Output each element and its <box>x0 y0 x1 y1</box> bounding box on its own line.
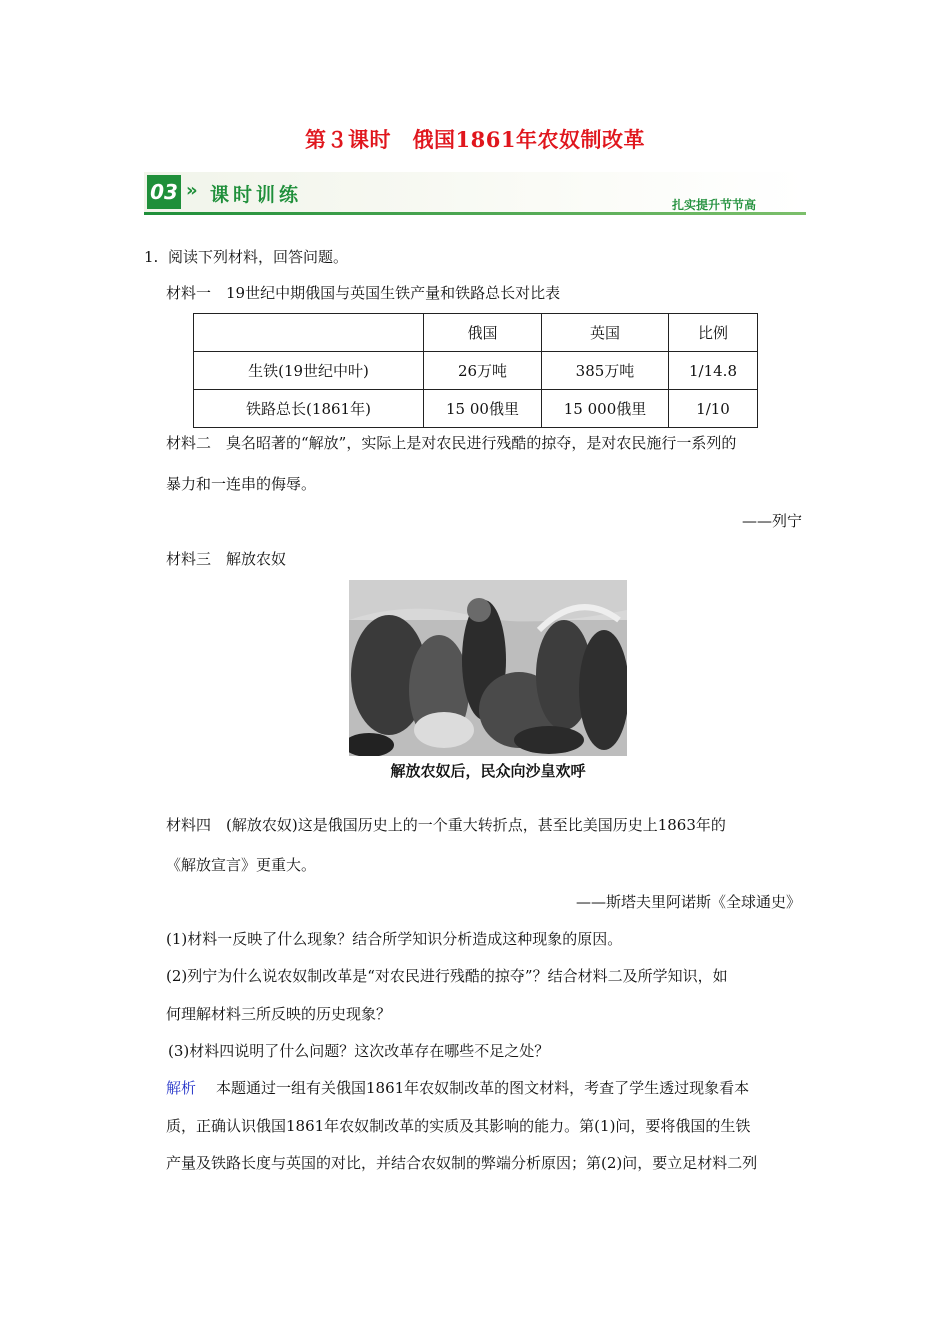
emancipation-illustration <box>349 580 627 756</box>
analysis-text: 质，正确认识俄国1861年农奴制改革的实质及其影响的能力。第(1)问，要将俄国的生铁 <box>166 1117 751 1135</box>
sub-question-2: (2)列宁为什么说农奴制改革是“对农民进行残酷的掠夺”？结合材料二及所学知识，如 <box>166 967 728 985</box>
sub-question-1: (1)材料一反映了什么现象？结合所学知识分析造成这种现象的原因。 <box>166 930 623 948</box>
table-header-row <box>194 314 758 352</box>
table-cell: 1/10 <box>669 390 758 428</box>
table-cell: 铁路总长(1861年) <box>194 390 424 428</box>
table-cell: 生铁(19世纪中叶) <box>194 352 424 390</box>
material3-caption: 材料三 解放农奴 <box>166 550 287 568</box>
table-header-cell <box>194 314 424 352</box>
material2-source: ——列宁 <box>742 512 803 530</box>
section-slogan: 扎实提升节节高 <box>671 198 756 212</box>
crowd-engraving-image <box>349 580 627 756</box>
section-number-badge: 03 <box>147 175 181 209</box>
table-row <box>194 352 758 390</box>
comparison-table <box>193 313 758 428</box>
material2-text: 材料二 臭名昭著的“解放”，实际上是对农民进行残酷的掠夺，是对农民施行一系列的 <box>166 434 737 452</box>
table-header-cell: 比例 <box>669 314 758 352</box>
section-label: 课时训练 <box>210 184 303 206</box>
page-title: 第３课时 俄国1861年农奴制改革 <box>305 127 645 152</box>
table-cell: 26万吨 <box>424 352 542 390</box>
table-cell: 1/14.8 <box>669 352 758 390</box>
table-header-cell: 俄国 <box>424 314 542 352</box>
table-cell: 15 00俄里 <box>424 390 542 428</box>
material4-source: ——斯塔夫里阿诺斯《全球通史》 <box>576 893 802 911</box>
banner-underline <box>144 212 806 215</box>
sub-question-2: 何理解材料三所反映的历史现象？ <box>166 1005 392 1023</box>
analysis-text: 本题通过一组有关俄国1861年农奴制改革的图文材料，考查了学生透过现象看本 <box>216 1079 750 1097</box>
table-row <box>194 390 758 428</box>
material1-caption: 材料一 19世纪中期俄国与英国生铁产量和铁路总长对比表 <box>166 284 561 302</box>
sub-question-3: (3)材料四说明了什么问题？这次改革存在哪些不足之处？ <box>168 1042 550 1060</box>
material2-text: 暴力和一连串的侮辱。 <box>166 475 317 493</box>
material4-text: 材料四 (解放农奴)这是俄国历史上的一个重大转折点，甚至比美国历史上1863年的 <box>166 816 726 834</box>
table-header-cell: 英国 <box>542 314 669 352</box>
analysis-label: 解析 <box>166 1079 197 1097</box>
table-cell: 385万吨 <box>542 352 669 390</box>
image-caption: 解放农奴后，民众向沙皇欢呼 <box>390 762 586 780</box>
question-intro: 阅读下列材料，回答问题。 <box>168 248 349 266</box>
question-number: 1. <box>144 248 159 266</box>
material4-text: 《解放宣言》更重大。 <box>166 856 317 874</box>
table-cell: 15 000俄里 <box>542 390 669 428</box>
analysis-text: 产量及铁路长度与英国的对比，并结合农奴制的弊端分析原因；第(2)问，要立足材料二列 <box>166 1154 758 1172</box>
section-banner <box>144 172 806 218</box>
double-chevron-icon: » <box>186 180 198 201</box>
